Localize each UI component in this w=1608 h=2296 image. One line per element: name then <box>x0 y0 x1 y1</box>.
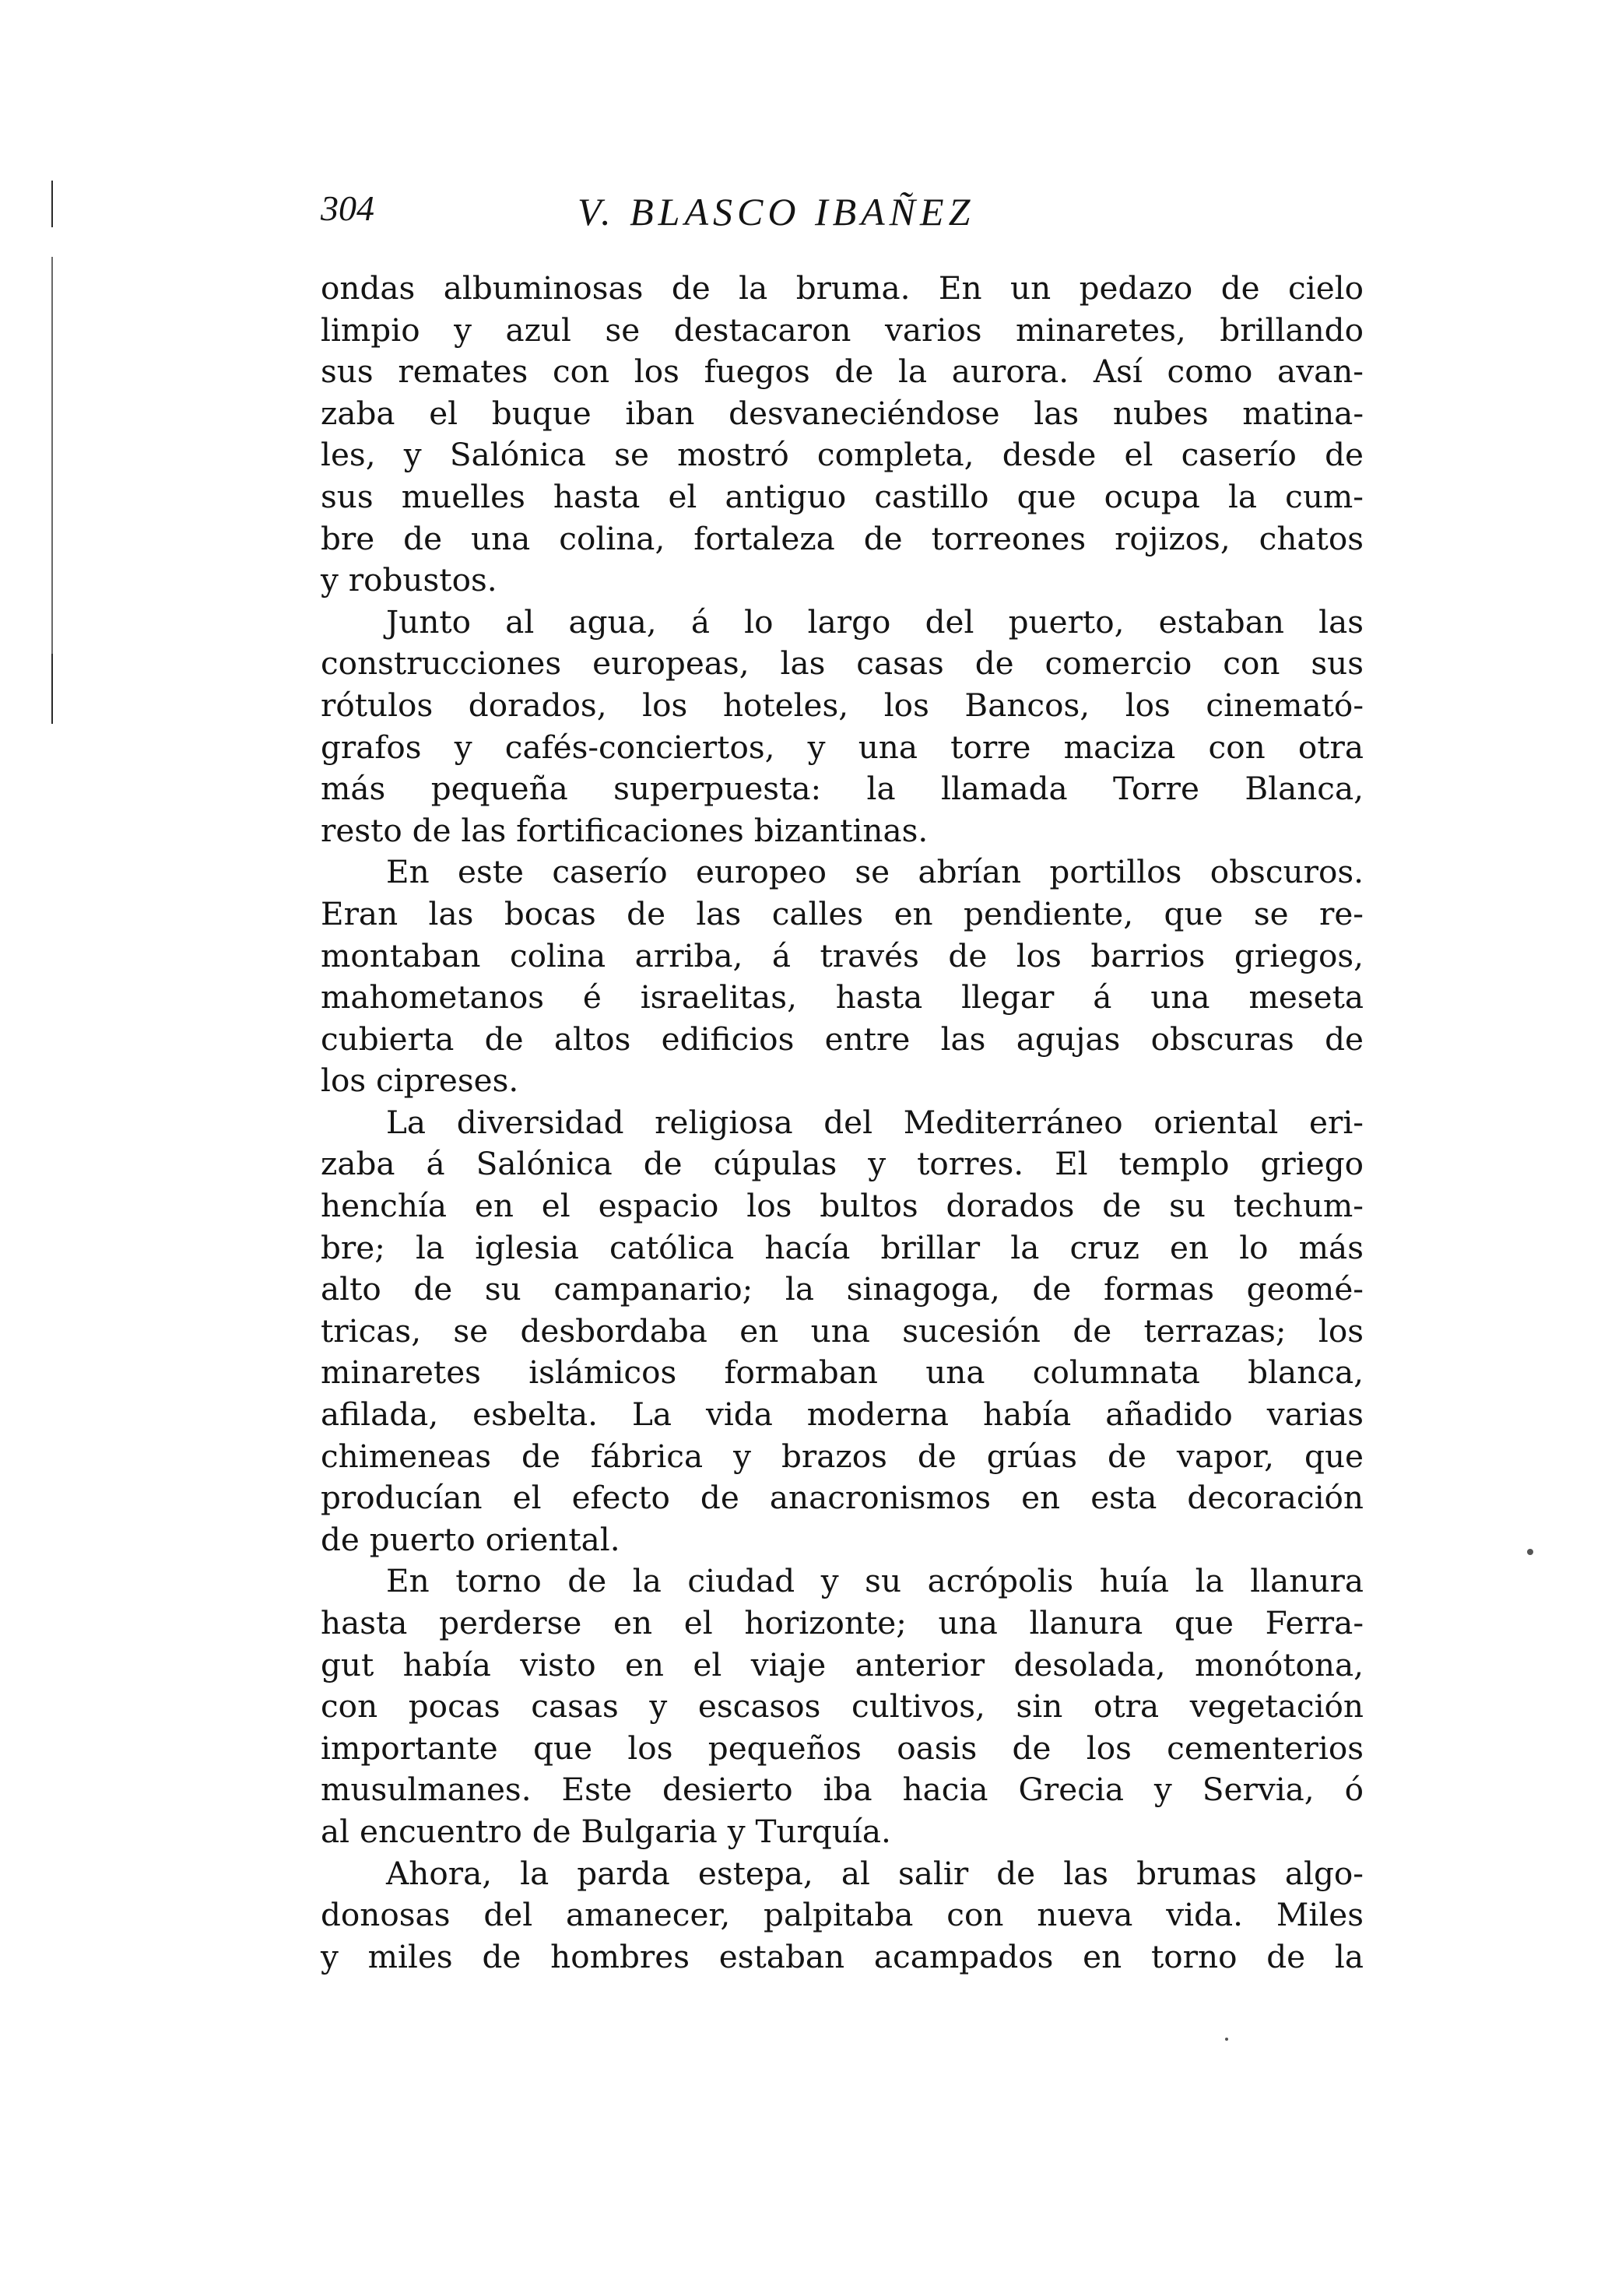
page-header <box>321 185 1364 248</box>
text-line: rótulos dorados, los hoteles, los Bancos, los cinemató- <box>321 686 1364 724</box>
text-line: bre; la iglesia católica hacía brillar la cruz en lo más <box>321 1228 1364 1266</box>
binding-mark <box>51 257 53 693</box>
text-line: y robustos. <box>321 561 497 599</box>
text-line: chimeneas de fábrica y brazos de grúas de vapor, que <box>321 1437 1364 1475</box>
text-line: tricas, se desbordaba en una sucesión de terrazas; los <box>321 1311 1364 1350</box>
text-line: construcciones europeas, las casas de comercio con sus <box>321 644 1364 683</box>
binding-mark <box>51 181 53 227</box>
text-line: zaba el buque iban desvaneciéndose las nubes matina- <box>321 394 1364 432</box>
text-line: montaban colina arriba, á través de los barrios griegos, <box>321 936 1364 974</box>
text-line: les, y Salónica se mostró completa, desde el caserío de <box>321 436 1364 474</box>
text-line: En torno de la ciudad y su acrópolis huía la llanura <box>386 1562 1364 1600</box>
scan-speck <box>1527 1549 1533 1555</box>
text-line: alto de su campanario; la sinagoga, de formas geomé- <box>321 1270 1364 1308</box>
text-line: de puerto oriental. <box>321 1520 620 1558</box>
running-head: V. BLASCO IBAÑEZ <box>578 190 975 233</box>
text-line: al encuentro de Bulgaria y Turquía. <box>321 1812 891 1850</box>
text-line: En este caserío europeo se abrían portillos obscuros. <box>386 853 1364 891</box>
text-line: sus remates con los fuegos de la aurora. Así como avan- <box>321 353 1364 391</box>
text-line: los cipreses. <box>321 1062 519 1100</box>
text-line: grafos y cafés-conciertos, y una torre maciza con otra <box>321 728 1364 766</box>
text-line: y miles de hombres estaban acampados en torno de la <box>321 1937 1364 1975</box>
text-line: donosas del amanecer, palpitaba con nueva vida. Miles <box>321 1896 1364 1934</box>
text-line: hasta perderse en el horizonte; una llanura que Ferra- <box>321 1604 1364 1641</box>
text-line: minaretes islámicos formaban una columnata blanca, <box>321 1353 1364 1392</box>
text-line: La diversidad religiosa del Mediterráneo oriental eri- <box>386 1103 1364 1141</box>
text-line: sus muelles hasta el antiguo castillo que ocupa la cum- <box>321 477 1364 515</box>
text-line: bre de una colina, fortaleza de torreones rojizos, chatos <box>321 519 1364 557</box>
text-line: importante que los pequeños oasis de los cementerios <box>321 1729 1364 1767</box>
text-line: Ahora, la parda estepa, al salir de las brumas algo- <box>386 1854 1364 1892</box>
text-line: Junto al agua, á lo largo del puerto, estaban las <box>386 602 1364 641</box>
text-line: Eran las bocas de las calles en pendiente, que se re- <box>321 894 1364 932</box>
text-line: mahometanos é israelitas, hasta llegar á una meseta <box>321 978 1364 1016</box>
text-line: más pequeña superpuesta: la llamada Torre Blanca, <box>321 770 1364 808</box>
page-number: 304 <box>321 188 374 228</box>
text-line: con pocas casas y escasos cultivos, sin otra vegetación <box>321 1687 1364 1726</box>
text-line: resto de las fortificaciones bizantinas. <box>321 811 929 849</box>
text-line: gut había visto en el viaje anterior desolada, monótona, <box>321 1645 1364 1683</box>
body-text <box>321 268 1364 1978</box>
text-line: limpio y azul se destacaron varios minaretes, brillando <box>321 311 1364 349</box>
text-line: henchía en el espacio los bultos dorados de su techum- <box>321 1187 1364 1225</box>
text-line: afilada, esbelta. La vida moderna había añadido varias <box>321 1396 1364 1434</box>
text-line: zaba á Salónica de cúpulas y torres. El templo griego <box>321 1145 1364 1183</box>
text-line: musulmanes. Este desierto iba hacia Grecia y Servia, ó <box>321 1771 1364 1809</box>
binding-mark <box>51 654 53 724</box>
text-line: ondas albuminosas de la bruma. En un pedazo de cielo <box>321 269 1364 307</box>
text-line: cubierta de altos edificios entre las agujas obscuras de <box>321 1020 1364 1058</box>
text-line: producían el efecto de anacronismos en esta decoración <box>321 1479 1364 1517</box>
scan-speck <box>1225 2038 1228 2041</box>
